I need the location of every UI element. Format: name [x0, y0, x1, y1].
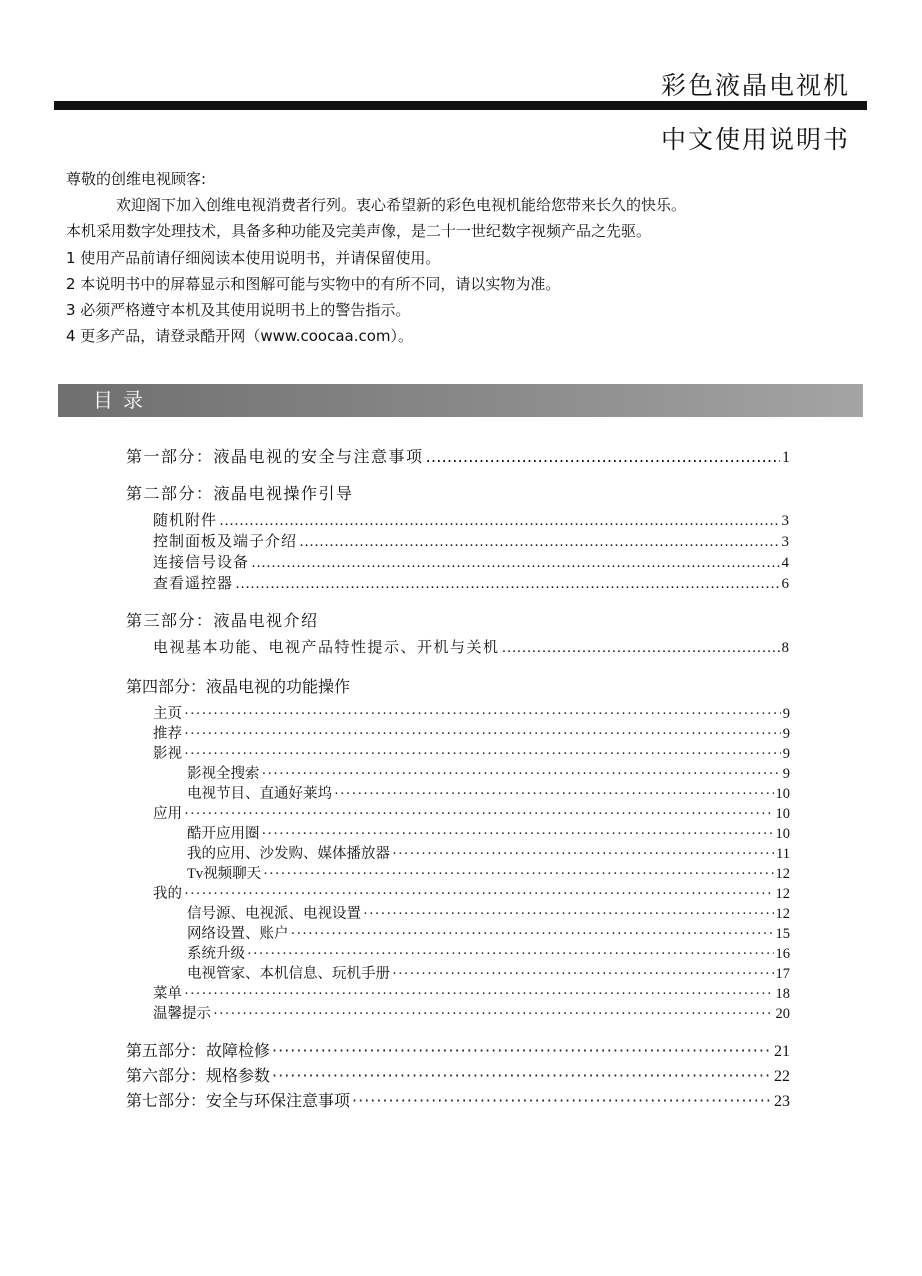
note-4: 4 更多产品，请登录酷开网（www.coocaa.com）。	[66, 327, 414, 346]
toc-page: 10	[775, 806, 790, 822]
toc-label: 应用	[153, 806, 182, 822]
toc-label: 第六部分：规格参数	[126, 1066, 271, 1085]
toc-page: 12	[775, 906, 790, 922]
toc-label: 电视节目、直通好莱坞	[187, 786, 332, 802]
toc-leader	[272, 1066, 772, 1085]
toc-entry-remote[interactable]	[153, 572, 790, 593]
toc-page: 20	[775, 1006, 790, 1022]
toc-leader	[184, 746, 781, 763]
toc-entry-my-apps[interactable]	[187, 842, 790, 863]
toc-label: 电视管家、本机信息、玩机手册	[187, 966, 390, 982]
welcome-text: 欢迎阁下加入创维电视消费者行列。衷心希望新的彩色电视机能给您带来长久的快乐。	[116, 196, 687, 215]
toc-label: 第四部分：液晶电视的功能操作	[126, 677, 351, 696]
toc-label: 我的应用、沙发购、媒体播放器	[187, 846, 390, 862]
toc-label: 随机附件	[153, 513, 218, 529]
manual-title: 中文使用说明书	[660, 125, 850, 154]
toc-entry-part4[interactable]	[126, 674, 350, 697]
toc-leader	[392, 846, 774, 863]
toc-leader	[219, 513, 779, 530]
note-3: 3 必须严格遵守本机及其使用说明书上的警告指示。	[66, 301, 411, 320]
toc-page: 1	[782, 449, 790, 466]
toc-entry-part7[interactable]	[126, 1088, 790, 1111]
toc-page: 3	[781, 534, 790, 550]
toc-leader	[184, 886, 774, 903]
toc-entry-video[interactable]	[153, 742, 790, 763]
toc-entry-home[interactable]	[153, 702, 790, 723]
toc-page: 9	[782, 766, 790, 782]
toc-leader	[299, 534, 779, 551]
toc-page: 12	[775, 886, 790, 902]
toc-page: 23	[774, 1093, 790, 1110]
toc-leader	[502, 640, 780, 657]
note-1: 1 使用产品前请仔细阅读本使用说明书，并请保留使用。	[66, 248, 441, 267]
toc-page: 17	[775, 966, 790, 982]
toc-leader	[334, 786, 774, 803]
toc-leader	[352, 1091, 772, 1110]
toc-page: 10	[775, 826, 790, 842]
toc-leader	[235, 576, 779, 593]
header-rule	[54, 101, 867, 110]
toc-entry-connect[interactable]	[153, 551, 790, 572]
toc-leader	[262, 826, 774, 843]
toc-entry-tips[interactable]	[153, 1002, 790, 1023]
toc-label: 第一部分：液晶电视的安全与注意事项	[126, 447, 424, 466]
toc-leader	[184, 806, 774, 823]
toc-leader	[247, 946, 774, 963]
toc-entry-apps[interactable]	[153, 802, 790, 823]
toc-leader	[184, 726, 781, 743]
toc-entry-control-panel[interactable]	[153, 530, 790, 551]
toc-page: 6	[781, 576, 790, 592]
toc-label: 第三部分：液晶电视介绍	[126, 611, 319, 630]
toc-entry-part2[interactable]	[126, 481, 354, 504]
toc-label: 主页	[153, 706, 182, 722]
toc-label: 温馨提示	[153, 1006, 211, 1022]
toc-leader	[213, 1006, 774, 1023]
toc-leader	[184, 986, 774, 1003]
toc-label: 推荐	[153, 726, 182, 742]
toc-leader	[426, 447, 780, 466]
toc-entry-menu[interactable]	[153, 982, 790, 1003]
toc-label: 第五部分：故障检修	[126, 1041, 271, 1060]
toc-page: 9	[782, 726, 790, 742]
toc-label: 酷开应用圈	[187, 826, 260, 842]
toc-label: 信号源、电视派、电视设置	[187, 906, 361, 922]
toc-label: 影视	[153, 746, 182, 762]
toc-label: 菜单	[153, 986, 182, 1002]
product-title: 彩色液晶电视机	[660, 71, 850, 100]
toc-header-bar	[58, 384, 863, 417]
toc-title: 目录	[93, 388, 153, 412]
toc-entry-tv-manager[interactable]	[187, 962, 790, 983]
toc-label: 电视基本功能、电视产品特性提示、开机与关机	[153, 640, 500, 656]
toc-label: 系统升级	[187, 946, 245, 962]
toc-leader	[363, 906, 774, 923]
toc-page: 9	[782, 706, 790, 722]
toc-page: 4	[781, 555, 790, 571]
toc-label: 控制面板及端子介绍	[153, 534, 298, 550]
toc-entry-network[interactable]	[187, 922, 790, 943]
toc-page: 11	[776, 846, 790, 862]
toc-leader	[291, 926, 774, 943]
toc-page: 3	[781, 513, 790, 529]
toc-entry-part1[interactable]	[126, 444, 790, 467]
toc-entry-system-upgrade[interactable]	[187, 942, 790, 963]
toc-label: 第七部分：安全与环保注意事项	[126, 1091, 351, 1110]
toc-page: 9	[782, 746, 790, 762]
toc-leader	[272, 1041, 772, 1060]
toc-entry-app-circle[interactable]	[187, 822, 790, 843]
toc-page: 15	[775, 926, 790, 942]
toc-entry-part3[interactable]	[126, 608, 319, 631]
toc-entry-part5[interactable]	[126, 1038, 790, 1061]
note-2: 2 本说明书中的屏幕显示和图解可能与实物中的有所不同，请以实物为准。	[66, 274, 561, 293]
toc-entry-video-search[interactable]	[187, 762, 790, 783]
toc-page: 22	[774, 1068, 790, 1085]
intro-text	[66, 166, 866, 349]
toc-label: 我的	[153, 886, 182, 902]
toc-label: 影视全搜索	[187, 766, 260, 782]
toc-entry-basic-functions[interactable]	[153, 636, 790, 657]
toc-label: 连接信号设备	[153, 555, 250, 571]
toc-entry-signal-source[interactable]	[187, 902, 790, 923]
toc-leader	[262, 766, 781, 783]
greeting: 尊敬的创维电视顾客:	[66, 170, 207, 188]
toc-entry-video-chat[interactable]	[187, 862, 790, 883]
toc-leader	[392, 966, 774, 983]
toc-entry-mine[interactable]	[153, 882, 790, 903]
toc-page: 8	[781, 640, 790, 656]
toc-label: 第二部分：液晶电视操作引导	[126, 484, 354, 503]
toc-page: 10	[775, 786, 790, 802]
toc-page: 16	[775, 946, 790, 962]
toc-entry-tv-programs[interactable]	[187, 782, 790, 803]
toc-label: 查看遥控器	[153, 576, 234, 592]
toc-page: 18	[775, 986, 790, 1002]
toc-entry-accessories[interactable]	[153, 509, 790, 530]
tech-text: 本机采用数字处理技术，具备多种功能及完美声像，是二十一世纪数字视频产品之先驱。	[66, 222, 652, 241]
toc-leader	[263, 866, 773, 883]
toc-label: 网络设置、账户	[187, 926, 289, 942]
toc-page: 21	[774, 1043, 790, 1060]
toc-page: 12	[775, 866, 790, 882]
toc-entry-recommend[interactable]	[153, 722, 790, 743]
toc-label: Tv视频聊天	[187, 866, 262, 882]
toc-leader	[184, 706, 781, 723]
toc-leader	[251, 555, 779, 572]
toc-entry-part6[interactable]	[126, 1063, 790, 1086]
